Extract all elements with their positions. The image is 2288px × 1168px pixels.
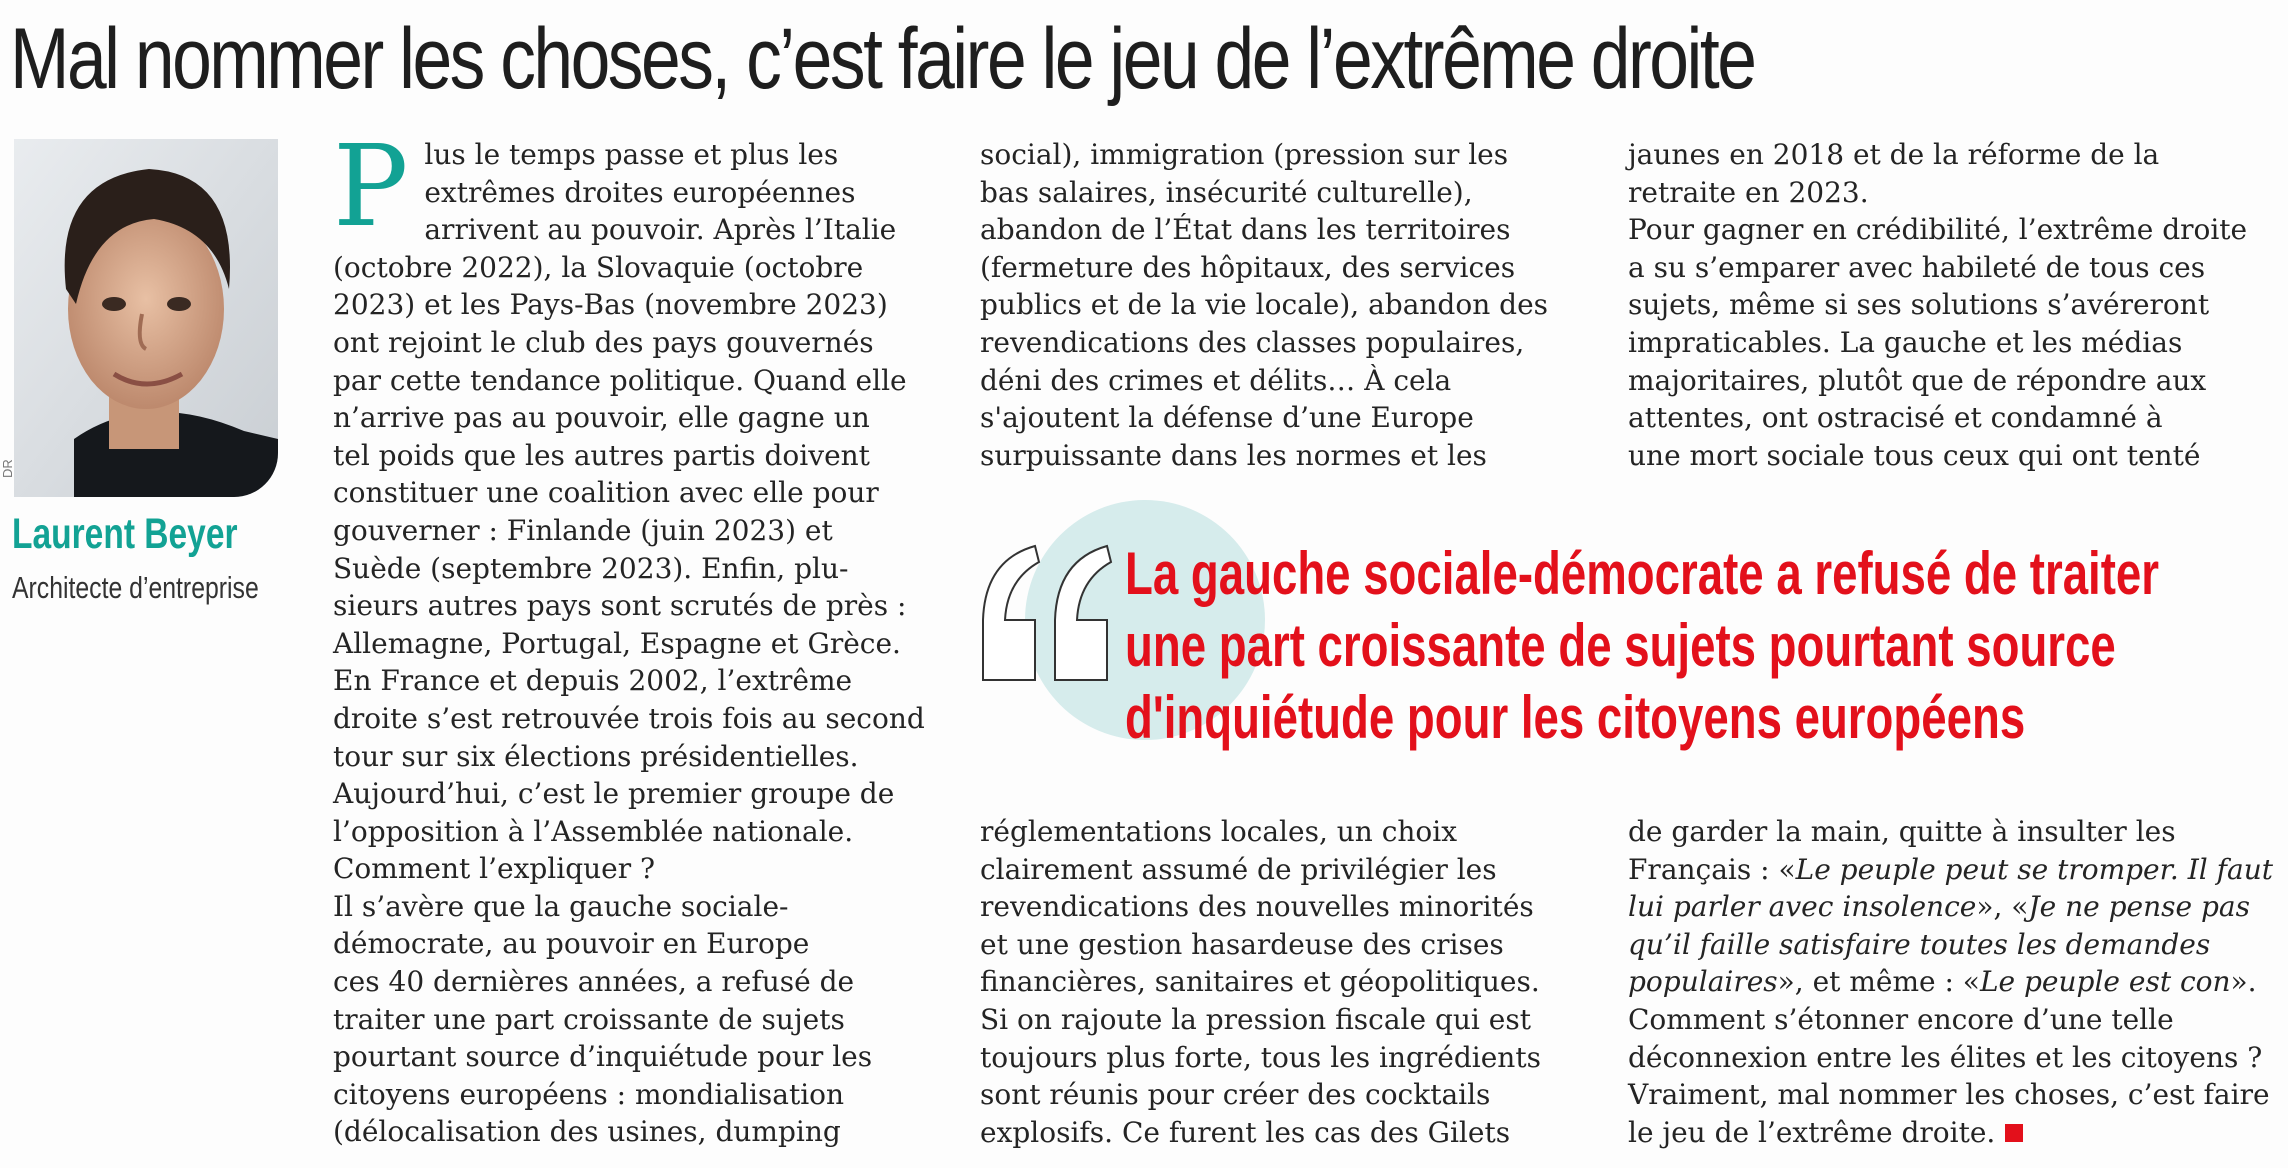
- text-line: Aujourd’hui, c’est le premier groupe de: [333, 777, 895, 811]
- article-column-1: [333, 122, 953, 1151]
- text-line: gouverner : Finlande (juin 2023) et: [333, 513, 833, 547]
- headline: Mal nommer les choses, c’est faire le jeu de l’extrême droite: [10, 11, 1755, 107]
- text-line: abandon de l’État dans les territoires: [980, 213, 1511, 247]
- text-line: arrivent au pouvoir. Après l’Italie: [424, 213, 897, 247]
- text-line: droite s’est retrouvée trois fois au second: [333, 701, 925, 735]
- text-line: explosifs. Ce furent les cas des Gilets: [980, 1115, 1511, 1149]
- text-line: populaires», et même : «Le peuple est con».: [1628, 965, 2257, 999]
- text-line: traiter une part croissante de sujets: [333, 1002, 845, 1036]
- text-line: publics et de la vie locale), abandon des: [980, 288, 1549, 322]
- text-line: n’arrive pas au pouvoir, elle gagne un: [333, 401, 870, 435]
- text-line: Allemagne, Portugal, Espagne et Grèce.: [333, 626, 901, 660]
- text-line: retraite en 2023.: [1628, 175, 1869, 209]
- article-column-1-body: [333, 249, 953, 1151]
- text-line: tour sur six élections présidentielles.: [333, 739, 859, 773]
- pull-quote: [975, 500, 2275, 800]
- text-line: réglementations locales, un choix: [980, 815, 1458, 848]
- text-line: citoyens européens : mondialisation: [333, 1077, 845, 1111]
- text-line: Comment l’expliquer ?: [333, 852, 656, 886]
- text-line: Suède (septembre 2023). Enfin, plu-: [333, 551, 849, 585]
- text-line: constituer une coalition avec elle pour: [333, 476, 879, 510]
- text-line: sont réunis pour créer des cocktails: [980, 1078, 1491, 1112]
- text-line: tel poids que les autres partis doivent: [333, 438, 870, 472]
- text-line: sujets, même si ses solutions s’avéreront: [1628, 288, 2210, 322]
- text-line: Français : «Le peuple peut se tromper. Il faut: [1628, 852, 2273, 886]
- text-line: En France et depuis 2002, l’extrême: [333, 664, 853, 698]
- text-line: impraticables. La gauche et les médias: [1628, 325, 2183, 359]
- text-line: lui parler avec insolence», «Je ne pense pas: [1628, 890, 2250, 924]
- text-line: (octobre 2022), la Slovaquie (octobre: [333, 250, 864, 284]
- text-line: ces 40 dernières années, a refusé de: [333, 965, 855, 999]
- text-line: extrêmes droites européennes: [424, 175, 856, 209]
- text-line: démocrate, au pouvoir en Europe: [333, 927, 810, 961]
- article-column-2-bottom: [980, 813, 1600, 1151]
- text-line: jaunes en 2018 et de la réforme de la: [1628, 138, 2160, 171]
- end-of-article-square: [2005, 1124, 2023, 1142]
- text-line: ont rejoint le club des pays gouvernés: [333, 325, 874, 359]
- text-line: sieurs autres pays sont scrutés de près :: [333, 589, 907, 623]
- text-line: bas salaires, insécurité culturelle),: [980, 175, 1473, 209]
- text-line: l’opposition à l’Assemblée nationale.: [333, 814, 854, 848]
- text-line: Comment s’étonner encore d’une telle: [1628, 1002, 2174, 1036]
- text-line: Pour gagner en crédibilité, l’extrême droite: [1628, 213, 2248, 247]
- text-line: par cette tendance politique. Quand elle: [333, 363, 907, 397]
- author-photo: [14, 139, 278, 497]
- author-role: Architecte d’entreprise: [12, 570, 259, 605]
- text-line: Il s’avère que la gauche sociale-: [333, 889, 789, 923]
- text-line: clairement assumé de privilégier les: [980, 852, 1497, 886]
- article-column-3-top: [1628, 136, 2268, 474]
- text-line: lus le temps passe et plus les: [424, 138, 839, 171]
- text-line: majoritaires, plutôt que de répondre aux: [1628, 363, 2207, 397]
- text-line: qu’il faille satisfaire toutes les demandes: [1628, 927, 2211, 961]
- text-line: s'ajoutent la défense d’une Europe: [980, 401, 1474, 435]
- text-line: Si on rajoute la pression fiscale qui est: [980, 1002, 1531, 1036]
- pull-quote-line: La gauche sociale-démocrate a refusé de traiter: [1125, 540, 2160, 607]
- text-line: financières, sanitaires et géopolitiques.: [980, 965, 1540, 999]
- text-line: déconnexion entre les élites et les citoyens ?: [1628, 1040, 2263, 1074]
- text-line: social), immigration (pression sur les: [980, 138, 1509, 171]
- text-line: revendications des nouvelles minorités: [980, 890, 1534, 924]
- text-line: 2023) et les Pays-Bas (novembre 2023): [333, 288, 888, 322]
- article-column-3-bottom: [1628, 813, 2273, 1151]
- text-line: toujours plus forte, tous les ingrédients: [980, 1040, 1541, 1074]
- open-quote-icon: [975, 540, 1115, 694]
- drop-cap: P: [333, 122, 409, 252]
- text-line: déni des crimes et délits… À cela: [980, 363, 1452, 397]
- article-column-2-top: [980, 136, 1600, 474]
- text-line: le jeu de l’extrême droite.: [1628, 1114, 2268, 1152]
- photo-credit: DR: [0, 459, 15, 478]
- pull-quote-text: [1125, 538, 2159, 754]
- text-line: Vraiment, mal nommer les choses, c’est faire: [1628, 1078, 2270, 1112]
- author-name: Laurent Beyer: [12, 510, 238, 558]
- pull-quote-line: d'inquiétude pour les citoyens européens: [1125, 684, 2026, 751]
- text-line: (fermeture des hôpitaux, des services: [980, 250, 1516, 284]
- text-line: surpuissante dans les normes et les: [980, 438, 1487, 472]
- text-line: revendications des classes populaires,: [980, 325, 1525, 359]
- text-line: une mort sociale tous ceux qui ont tenté: [1628, 438, 2201, 472]
- text-line: (délocalisation des usines, dumping: [333, 1115, 841, 1149]
- text-line: pourtant source d’inquiétude pour les: [333, 1040, 873, 1074]
- text-line: et une gestion hasardeuse des crises: [980, 927, 1504, 961]
- text-line: attentes, ont ostracisé et condamné à: [1628, 401, 2163, 435]
- text-line: a su s’emparer avec habileté de tous ces: [1628, 250, 2206, 284]
- text-line: de garder la main, quitte à insulter les: [1628, 815, 2176, 848]
- pull-quote-line: une part croissante de sujets pourtant source: [1125, 612, 2116, 679]
